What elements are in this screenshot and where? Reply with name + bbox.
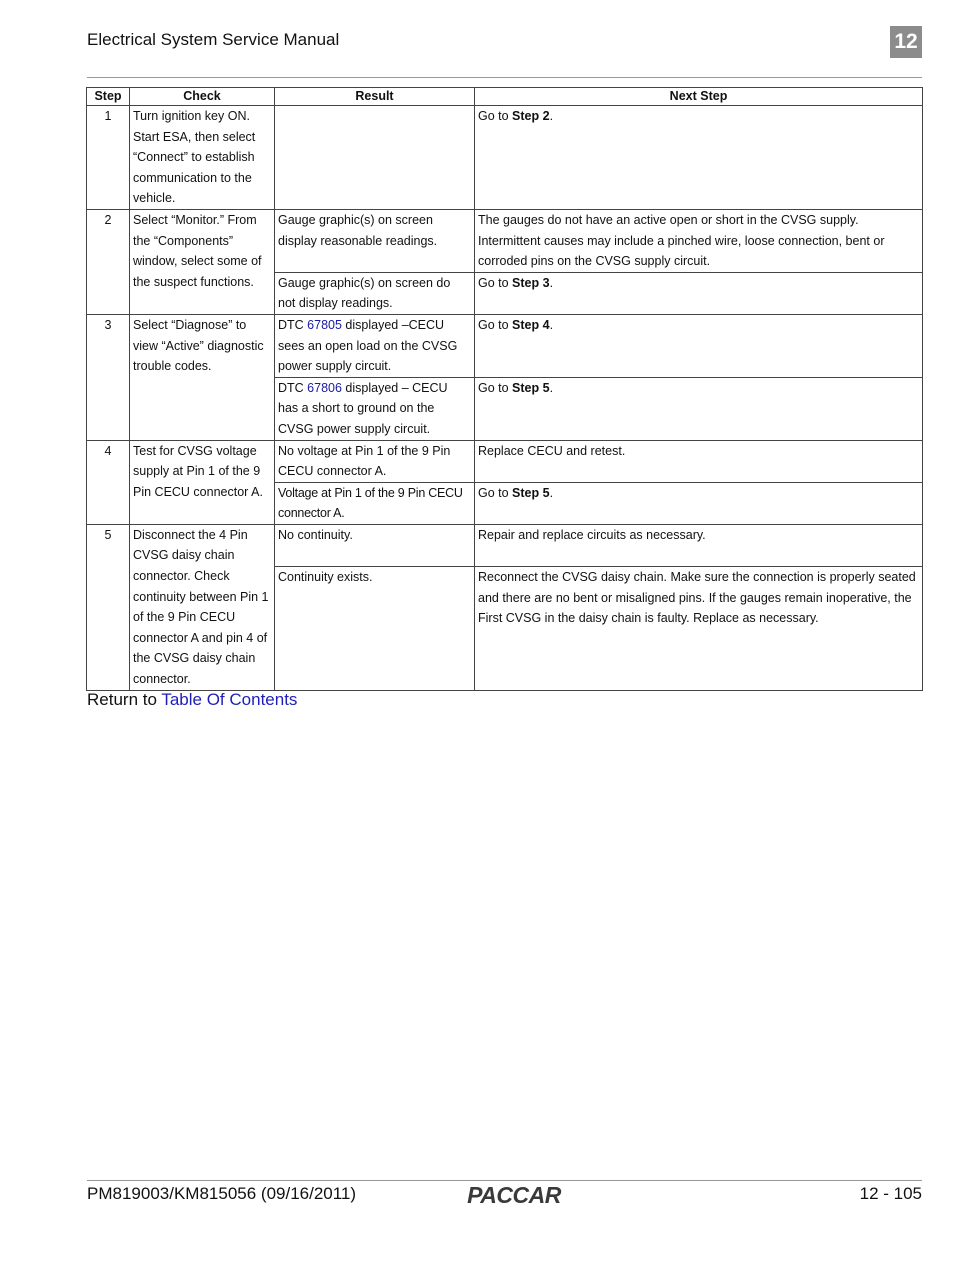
- result-suffix: displayed – CECU has a short to ground on the CVSG power supply circuit.: [278, 380, 448, 436]
- result-cell: No continuity.: [275, 524, 475, 566]
- diagnostic-table: [86, 87, 923, 691]
- next-step-cell: [475, 377, 923, 440]
- next-step-target: Step 3: [512, 275, 550, 290]
- table-row: [87, 440, 923, 482]
- next-step-suffix: .: [549, 109, 554, 123]
- next-step-cell: Reconnect the CVSG daisy chain. Make sure the connection is properly seated and there are no bent or misaligned pins. If the gauges remain inoperative, the First CVSG in the daisy chain is faulty. Replace as necessary.: [475, 567, 923, 690]
- result-cell: [275, 106, 475, 210]
- table-header-row: [87, 88, 923, 106]
- result-cell: No voltage at Pin 1 of the 9 Pin CECU connector A.: [275, 440, 475, 482]
- check-cell: Test for CVSG voltage supply at Pin 1 of the 9 Pin CECU connector A.: [130, 440, 275, 524]
- return-prefix: Return to: [87, 690, 162, 709]
- next-step-prefix: Go to: [478, 275, 513, 290]
- next-step-prefix: Go to: [478, 380, 513, 395]
- next-step-target: Step 5: [512, 485, 550, 500]
- result-cell: [275, 314, 475, 377]
- result-cell: Voltage at Pin 1 of the 9 Pin CECU connector A.: [275, 482, 475, 524]
- next-step-target: Step 5: [512, 380, 550, 395]
- step-number: 2: [87, 209, 130, 314]
- step-number: 4: [87, 440, 130, 524]
- result-cell: Gauge graphic(s) on screen display reasonable readings.: [275, 209, 475, 272]
- table-row: [87, 524, 923, 566]
- table-row: [87, 209, 923, 272]
- table-row: [87, 106, 923, 210]
- result-cell: Gauge graphic(s) on screen do not display readings.: [275, 272, 475, 314]
- step-number: 5: [87, 524, 130, 690]
- dtc-link[interactable]: 67806: [307, 380, 342, 395]
- next-step-suffix: .: [549, 485, 554, 500]
- table-row: [87, 314, 923, 377]
- paccar-logo: [461, 1181, 567, 1209]
- manual-title: Electrical System Service Manual: [87, 30, 340, 49]
- next-step-cell: Replace CECU and retest.: [475, 440, 923, 482]
- next-step-suffix: .: [549, 275, 554, 290]
- next-step-prefix: Go to: [478, 109, 513, 123]
- column-header-check: Check: [130, 88, 275, 106]
- next-step-prefix: Go to: [478, 317, 513, 332]
- next-step-cell: [475, 482, 923, 524]
- check-cell: Select “Monitor.” From the “Components” window, select some of the suspect functions.: [130, 209, 275, 314]
- header-divider: [87, 77, 922, 78]
- paccar-logo-text: PACCAR: [467, 1182, 561, 1208]
- step-number: 3: [87, 314, 130, 440]
- dtc-link[interactable]: 67805: [307, 317, 342, 332]
- next-step-target: Step 4: [512, 317, 550, 332]
- next-step-cell: [475, 314, 923, 377]
- document-id: PM819003/KM815056 (09/16/2011): [87, 1184, 357, 1203]
- next-step-suffix: .: [549, 380, 554, 395]
- chapter-badge: 12: [890, 26, 922, 58]
- result-suffix: displayed –CECU sees an open load on the CVSG power supply circuit.: [278, 317, 458, 374]
- column-header-result: Result: [275, 88, 475, 106]
- result-cell: [275, 377, 475, 440]
- check-cell: Turn ignition key ON. Start ESA, then select “Connect” to establish communication to the vehicle.: [130, 106, 275, 210]
- check-cell: Select “Diagnose” to view “Active” diagnostic trouble codes.: [130, 314, 275, 440]
- check-cell: Disconnect the 4 Pin CVSG daisy chain connector. Check continuity between Pin 1 of the 9 Pin CECU connector A and pin 4 of the CVSG daisy chain connector.: [130, 524, 275, 690]
- next-step-cell: The gauges do not have an active open or short in the CVSG supply. Intermittent causes may include a pinched wire, loose connection, bent or corroded pins on the CVSG supply circuit.: [475, 209, 923, 272]
- next-step-cell: [475, 272, 923, 314]
- next-step-suffix: .: [549, 317, 554, 332]
- step-number: 1: [87, 106, 130, 210]
- column-header-next-step: Next Step: [475, 88, 923, 106]
- result-prefix: DTC: [278, 317, 308, 332]
- result-cell: Continuity exists.: [275, 567, 475, 690]
- page-number: 12 - 105: [859, 1184, 922, 1203]
- next-step-prefix: Go to: [478, 485, 513, 500]
- next-step-cell: Repair and replace circuits as necessary.: [475, 524, 923, 566]
- next-step-target: Step 2: [512, 109, 550, 123]
- column-header-step: Step: [87, 88, 130, 106]
- return-to-toc: [87, 690, 297, 710]
- table-of-contents-link[interactable]: Table Of Contents: [161, 690, 298, 709]
- next-step-cell: [475, 106, 923, 210]
- result-prefix: DTC: [278, 380, 308, 395]
